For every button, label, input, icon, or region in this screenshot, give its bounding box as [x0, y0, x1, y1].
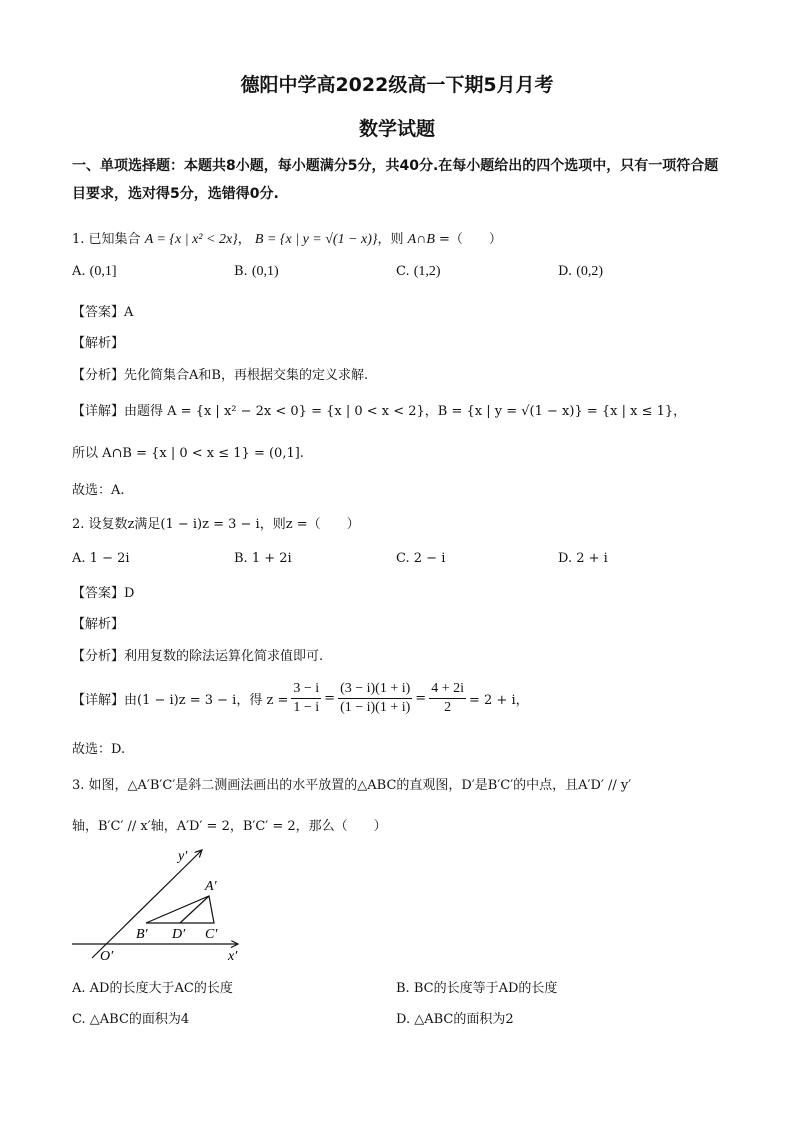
label-x-prime: x′: [228, 949, 238, 964]
fenxi-tag: 【分析】: [72, 368, 125, 383]
option-text: (0,1]: [89, 264, 117, 279]
option-letter: A.: [72, 264, 86, 279]
fraction-numerator: 4 + 2i: [429, 680, 466, 699]
q3-stem-line2: 轴，B′C′ // x′轴，A′D′ = 2，B′C′ = 2，那么（ ）: [72, 819, 387, 834]
q1-option-c: [396, 264, 441, 280]
answer-value: D: [124, 586, 135, 601]
fraction-3: [429, 680, 466, 717]
exam-subtitle: 数学试题: [358, 118, 435, 140]
fraction-1: [291, 680, 321, 717]
q2-option-a: [72, 551, 130, 566]
q2-option-d: [558, 551, 608, 566]
q1-answer: [72, 301, 133, 320]
fraction-numerator: (3 − i)(1 + i): [338, 680, 412, 699]
q1-blank: =（ ）: [439, 232, 502, 247]
q2-xiangjie: [72, 676, 529, 720]
option-text: (1,2): [413, 264, 441, 279]
option-letter: C.: [396, 551, 410, 566]
equals-sign: =: [415, 690, 427, 706]
label-d-prime: D′: [172, 927, 186, 942]
option-text: 1 − 2i: [89, 551, 130, 566]
q1-xiangjie: [72, 400, 686, 419]
option-letter: C.: [396, 264, 410, 279]
q1-expr: A∩B: [407, 232, 435, 247]
equals-sign: =: [324, 690, 336, 706]
q3-option-d: [396, 1008, 514, 1027]
fraction-numerator: 3 − i: [291, 680, 321, 699]
option-letter: A.: [72, 981, 86, 996]
fraction-denominator: 1 − i: [293, 699, 320, 715]
fenxi-text: 利用复数的除法运算化简求值即可.: [124, 649, 324, 664]
fenxi-tag: 【分析】: [72, 649, 125, 664]
option-letter: B.: [234, 551, 248, 566]
xiangjie-post: = 2 + i，: [468, 692, 529, 708]
q1-option-b: [234, 264, 279, 280]
option-letter: D.: [558, 264, 573, 279]
answer-tag: 【答案】: [72, 305, 125, 320]
q1-choose: 故选：A.: [72, 483, 125, 498]
q1-set-a: A = {x | x² < 2x}: [144, 232, 238, 247]
option-text: △ABC的面积为4: [89, 1012, 190, 1027]
q1-set-b: B = {x | y = √(1 − x)}: [254, 232, 378, 247]
q2-analysis-tag: 【解析】: [72, 617, 125, 632]
label-b-prime: B′: [136, 927, 148, 942]
q1-analysis-tag: 【解析】: [72, 336, 125, 351]
median-ad-prime: [180, 896, 209, 923]
section-heading: 一、单项选择题：本题共8小题，每小题满分5分，共40分.在每小题给出的四个选项中，只有一项符合题目要求，选对得5分，选错得0分.: [72, 158, 719, 202]
q1-sep: ，: [237, 232, 251, 247]
q2-option-c: [396, 551, 445, 566]
q3-stem-line1: 3. 如图，△A′B′C′是斜二测画法画出的水平放置的△ABC的直观图，D′是B′C′的中点，且A′D′ // y′: [72, 778, 632, 793]
q1-fenxi: [72, 364, 368, 383]
xiangjie-pre: 由(1 − i)z = 3 − i，得 z =: [124, 692, 289, 708]
q1-option-d: [558, 264, 603, 280]
xiangjie-text: 由题得 A = {x | x² − 2x < 0} = {x | 0 < x < 2}，B = {x | y = √(1 − x)} = {x | x ≤ 1}，: [124, 404, 687, 419]
option-letter: D.: [558, 551, 573, 566]
oblique-projection-figure: [66, 842, 256, 968]
q2-fenxi: [72, 645, 323, 664]
q1-stem-pre: 1. 已知集合: [72, 232, 141, 247]
option-letter: A.: [72, 551, 86, 566]
answer-tag: 【答案】: [72, 586, 125, 601]
label-o-prime: O′: [100, 949, 114, 964]
q1-option-a: [72, 264, 117, 280]
option-letter: D.: [396, 1012, 411, 1027]
q1-stem-post: ，则: [377, 232, 404, 247]
q1-stem: [72, 228, 502, 248]
q2-answer: [72, 582, 134, 601]
q2-option-b: [234, 551, 292, 566]
fraction-denominator: (1 − i)(1 + i): [340, 699, 411, 715]
q3-option-b: [396, 977, 557, 996]
fraction-2: [338, 680, 412, 717]
label-c-prime: C′: [205, 927, 218, 942]
fraction-denominator: 2: [444, 699, 452, 715]
fenxi-text: 先化简集合A和B，再根据交集的定义求解.: [124, 368, 369, 383]
option-letter: C.: [72, 1012, 86, 1027]
xiangjie-tag: 【详解】: [72, 404, 125, 419]
option-text: AD的长度大于AC的长度: [89, 981, 233, 996]
q3-option-a: [72, 977, 233, 996]
label-a-prime: A′: [205, 879, 217, 894]
option-text: 1 + 2i: [251, 551, 292, 566]
option-text: (0,1): [251, 264, 279, 279]
option-text: (0,2): [576, 264, 604, 279]
option-letter: B.: [396, 981, 410, 996]
xiangjie-tag: 【详解】: [72, 692, 125, 708]
option-text: BC的长度等于AD的长度: [413, 981, 558, 996]
option-text: △ABC的面积为2: [414, 1012, 514, 1027]
q2-stem: 2. 设复数z满足(1 − i)z = 3 − i，则z =（ ）: [72, 517, 360, 532]
q1-therefore: 所以 A∩B = {x | 0 < x ≤ 1} = (0,1].: [72, 446, 304, 461]
q3-option-c: [72, 1008, 189, 1027]
option-letter: B.: [234, 264, 248, 279]
answer-value: A: [124, 305, 134, 320]
q2-choose: 故选：D.: [72, 742, 126, 757]
exam-title: 德阳中学高2022级高一下期5月月考: [240, 74, 554, 96]
option-text: 2 + i: [576, 551, 608, 566]
label-y-prime: y′: [178, 849, 188, 864]
option-text: 2 − i: [413, 551, 446, 566]
